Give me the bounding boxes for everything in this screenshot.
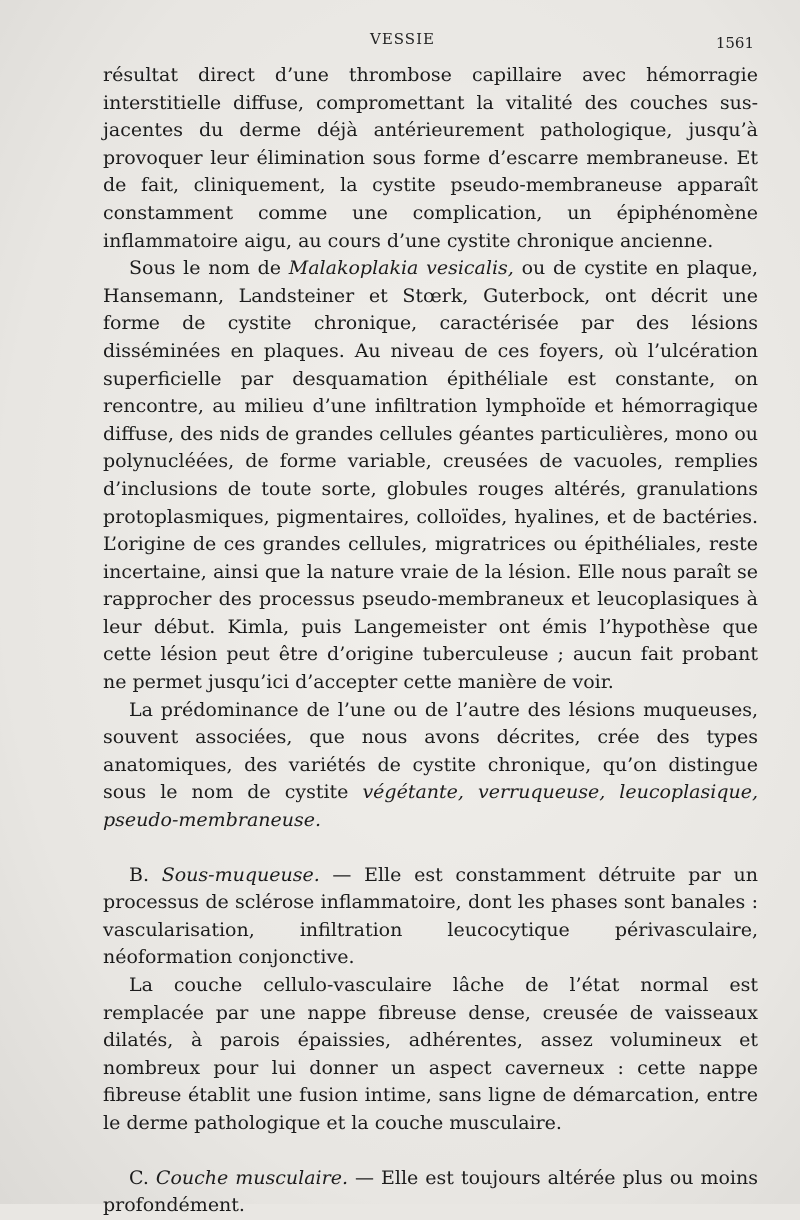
running-title: VESSIE — [370, 30, 435, 48]
section-text: — Elle est toujours altérée plus ou moins profondément. — [103, 1166, 758, 1217]
paragraph-text: La prédominance de l’une ou de l’autre des lésions muqueuses, souvent associées, que nous avons décrites, crée des types anatomiques, des variétés de cystite chronique, qu’on distingue sous le nom de cystite — [103, 698, 758, 804]
section-title: Couche musculaire. — [155, 1166, 348, 1189]
italic-term: Malakoplakia vesicalis, — [288, 257, 514, 280]
paragraph-couche: La couche cellulo-vasculaire lâche de l’état normal est remplacée par une nappe fibreuse dense, creusée de vaisseaux dilatés, à parois épaissies, adhérentes, assez volumineux et nombreux pour lui donner un aspect caverneux : cette nappe fibreuse établit une fusion intime, sans ligne de démarcation, entre le derme pathologique et la couche musculaire. — [103, 974, 758, 1134]
paragraph-continuation: résultat direct d’une thrombose capillaire avec hémorragie interstitielle diffuse, compromettant la vitalité des couches sus-jacentes du derme déjà antérieurement pathologique, jusqu’à provoquer leur élimination sous forme d’escarre membraneuse. Et de fait, cliniquement, la cystite pseudo-membraneuse apparaît constamment comme une complication, un épiphénomène inflammatoire aigu, au cours d’une cystite chronique ancienne. — [103, 64, 758, 252]
section-text: — Elle est constamment détruite par un processus de sclérose inflammatoire, dont les phases sont banales : vascularisation, infiltration leucocytique périvasculaire, néoformation conjonctive. — [103, 863, 759, 969]
paragraph-text: ou de cystite en plaque, Hansemann, Landsteiner et Stœrk, Guterbock, ont décrit une forme de cystite chronique, caractérisée par des lésions disséminées en plaques. Au niveau de ces foyers, où l’ulcération superficielle par desquamation épithéliale est constante, on rencontre, au milieu d’une infiltration lymphoïde et hémorragique diffuse, des nids de grandes cellules géantes particulières, mono ou polynucléées, de forme variable, creusées de vacuoles, remplies d’inclusions de toute sorte, globules rouges altérés, granulations protoplasmiques, pigmentaires, colloïdes, hyalines, et de bactéries. L’origine de ces grandes cellules, migratrices ou épithéliales, reste incertaine, ainsi que la nature vraie de la lésion. Elle nous paraît se rapprocher des processus pseudo-membraneux et leucoplasiques à leur début. Kimla, puis Langemeister ont émis l’hypothèse que cette lésion peut être d’origine tuberculeuse ; aucun fait probant ne permet jusqu’ici d’accepter cette manière de voir. — [103, 257, 758, 694]
paragraph-malakoplakia — [103, 255, 758, 697]
body-text — [103, 62, 758, 1220]
paragraph-types — [103, 697, 758, 835]
section-b — [103, 862, 758, 972]
section-title: Sous-muqueuse. — [161, 863, 320, 886]
paragraph-text: Sous le nom de — [129, 257, 289, 280]
section-letter: B. — [129, 863, 162, 886]
italic-term-list: végétante, verruqueuse, leucoplasique, pseudo-membraneuse. — [103, 781, 758, 832]
page-number: 1561 — [715, 34, 754, 52]
section-c — [103, 1165, 758, 1220]
section-letter: C. — [129, 1166, 156, 1189]
